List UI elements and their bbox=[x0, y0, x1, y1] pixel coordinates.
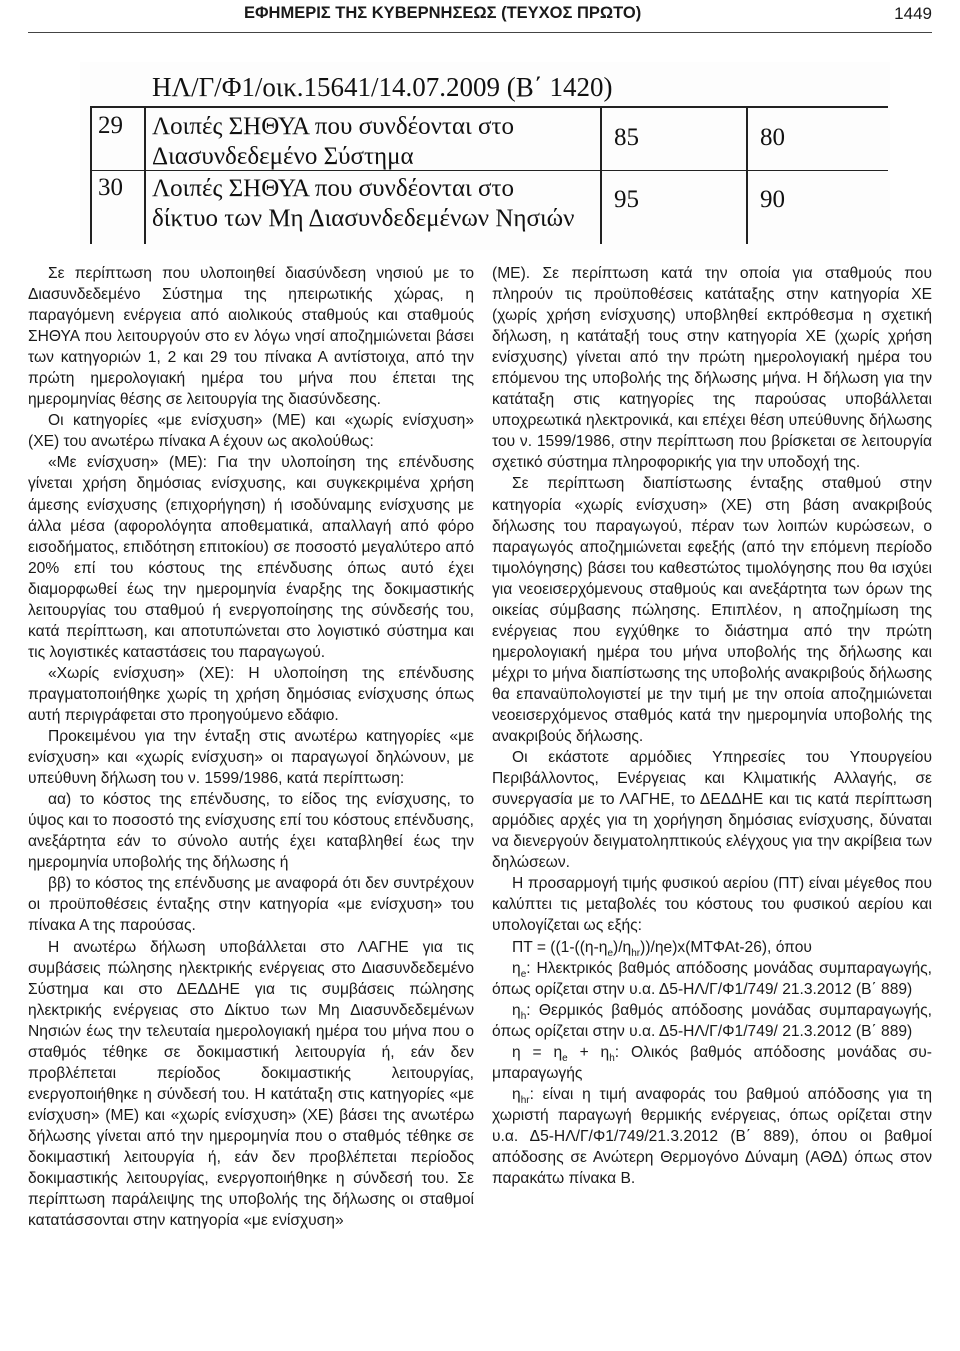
paragraph: Προκειμένου για την ένταξη στις ανωτέρω κατηγορίες «με ενίσχυση» και «χωρίς ενίσχυση» οι παραγωγοί δηλώνουν, με υπεύθυνη δήλωση του ν. 1599/1986, κατά περίπτωση: bbox=[28, 728, 474, 788]
symbol-subscript: h bbox=[520, 1010, 527, 1022]
row-label-line1: Λοιπές ΣΗΘΥΑ που συνδέονται στο bbox=[152, 113, 515, 140]
left-column bbox=[28, 263, 474, 1231]
paragraph: Η προσαρμογή τιμής φυσικού αερίου (ΠΤ) είναι μέγεθος που καλύπτει τις μεταβολές του κόστους του φυσικού αερίου και υπολογίζεται ως εξής: bbox=[492, 875, 932, 935]
formula bbox=[492, 937, 932, 958]
symbol-subscript: e bbox=[562, 1052, 568, 1064]
row-label-line2: δίκτυο των Μη Διασυνδεδεμένων Νησιών bbox=[152, 205, 575, 232]
formula-part: ΠΤ = ((1-((η-η bbox=[512, 938, 608, 956]
definition bbox=[492, 1084, 932, 1189]
row-number: 29 bbox=[98, 112, 123, 139]
symbol: η bbox=[512, 1085, 521, 1103]
symbol-subscript: e bbox=[520, 968, 527, 980]
symbol: η = η bbox=[512, 1043, 563, 1061]
definition-text: : είναι η τιμή αναφοράς του βαθμού απόδοσης για τη χωριστή παραγωγή θερμικής ενέργειας, όπως ορίζεται στην υ.α. Δ5-ΗΛ/Γ/Φ1/749/21.3.2012 (Β΄ 889), όπου οι βαθμοί απόδοσης σε Ανώτερη Θερμογόνο Δύναμη (ΑΘΔ) όπως στον παρακάτω πίνακα Β. bbox=[492, 1085, 932, 1188]
paragraph: Η ανωτέρω δήλωση υποβάλλεται στο ΛΑΓΗΕ για τις συμβάσεις πώλησης ηλεκτρικής ενέργειας στο Διασυνδεδεμένο Σύστημα και στο ΔΕΔΔΗΕ για τις συμβάσεις πώλησης ηλεκτρικής ενέργειας στο Δίκτυο των Μη Διασυνδεδεμένων Νησιών έως την τελευταία ημερολογιακή ημέρα του μήνα που ο σταθμός τέθηκε σε δοκιμαστική λειτουργία ή, εάν δεν προβλέπεται περίοδος δοκιμαστικής λειτουργίας, ενεργοποιήθηκε η σύνδεσή του. Η κατάταξη στις κατηγορίες «με ενίσχυση» (ΜΕ) και «χωρίς ενίσχυση» (ΧΕ) βάσει της ανωτέρω δήλωσης γίνεται από την ημερομηνία που ο σταθμός τέθηκε σε δοκιμαστική λειτουργία ή, εάν δεν προβλέπεται περίοδος δοκιμαστικής λειτουργίας, ενεργοποιήθηκε η σύνδεσή του. Σε περίπτωση παράλειψης της υποβολής της δήλωσης οι σταθμοί κατατάσσονται στην κατηγορία «με ενίσχυση» bbox=[28, 938, 474, 1230]
table-col-divider bbox=[746, 106, 748, 244]
table-heading: ΗΛ/Γ/Φ1/οικ.15641/14.07.2009 (Β΄ 1420) bbox=[152, 72, 613, 102]
paragraph: Σε περίπτωση που υλοποιηθεί διασύνδεση νησιού με το Διασυνδεδεμένο Σύστημα της ηπειρωτικής χώρας, η παραγόμενη ενέργεια από αιολικούς σταθμούς και σταθμούς ΣΗΘΥΑ που λειτουργούν στο εν λόγω νησί αποζημιώνεται βάσει των κατηγοριών 1, 2 και 29 του πίνακα Α αντίστοιχα, από την πρώτη ημερολογιακή ημέρα του μήνα που έπεται της ημερομηνίας θέσης σε λειτουργία της διασύνδεσης. bbox=[28, 265, 474, 409]
symbol: + η bbox=[567, 1043, 610, 1061]
symbol: η bbox=[512, 959, 521, 977]
definition-text: : Ηλεκτρικός βαθμός απόδοσης μονάδας συμπαραγωγής, όπως ορίζεται στην υ.α. Δ5-ΗΛ/Γ/Φ1/749/ 21.3.2012 (Β΄ 889) bbox=[492, 959, 932, 998]
symbol: η bbox=[512, 1001, 521, 1019]
table-col-divider bbox=[144, 106, 146, 244]
list-item: ββ) το κόστος της επένδυσης με αναφορά ότι δεν συντρέχουν οι προϋποθέσεις ένταξης στην κατηγορία «με ενίσχυση» του πίνακα Α της παρούσας. bbox=[28, 875, 474, 935]
row-value: 85 bbox=[614, 124, 639, 151]
paragraph: Σε περίπτωση διαπίστωσης ένταξης σταθμού στην κατηγορία «χωρίς ενίσχυση» (ΧΕ) στη βάση ανακριβούς δήλωσης του παραγωγού, πέραν των λοιπών κυρώσεων, ο παραγωγός αποζημιώνεται εφεξής (από την επόμενη περίοδο τιμολόγησης) βάσει του καθεστώτος τιμολόγησης που θα ισχύει για νεοεισερχόμενους σταθμούς και ανεξάρτητα των όρων της οικείας σύμβασης πώλησης. Επιπλέον, η αποζημίωση της ενέργειας που εγχύθηκε το διάστημα από την πρώτη ημερολογιακή ημέρα του μήνα υποβολής της δήλωσης και μέχρι το μήνα διαπίστωσης της υποβολής ανακριβούς δήλωσης θα επαναϋπολογιστεί με την τιμή με την οποία αποζημιώνεται νεοεισερχόμενος σταθμός κατά την ημερομηνία υποβολής της ανακριβούς δήλωσης. bbox=[492, 475, 932, 746]
definition-text: : Ολικός βαθμός απόδοσης μονάδας συμπαραγωγής bbox=[492, 1043, 932, 1082]
formula-subscript: hr bbox=[631, 947, 641, 959]
header-divider bbox=[28, 32, 932, 33]
symbol-subscript: h bbox=[609, 1052, 615, 1064]
table-border-left bbox=[90, 106, 92, 244]
row-label-line2: Διασυνδεδεμένο Σύστημα bbox=[152, 143, 414, 170]
definition bbox=[492, 1000, 932, 1042]
list-item: αα) το κόστος της επένδυσης, το είδος της ενίσχυσης, το ύψος και το ποσοστό της ενίσχυσης επί του κόστους επένδυσης, ανεξάρτητα εάν το σύνολο αυτής έχει καταβληθεί έως την ημερομηνία υποβολής της δήλωσης ή bbox=[28, 791, 474, 872]
paragraph: (ΜΕ). Σε περίπτωση κατά την οποία για σταθμούς που πληρούν τις προϋποθέσεις κατάταξης στην κατηγορία ΧΕ (χωρίς χρήση ενίσχυσης) υποβληθεί εκπρόθεσμα η σχετική δήλωση, η κατάταξή τους στην κατηγορία ΧΕ (χωρίς χρήση ενίσχυσης) γίνεται από την πρώτη ημερολογιακή ημέρα του επόμενου της υποβολής της δήλωσης μήνα. Η δήλωση για την κατάταξη στις κατηγορίες της παρούσας υποβάλλεται υποχρεωτικά ηλεκτρονικά, και επέχει θέση υπεύθυνης δήλωσης του ν. 1599/1986, στην περίπτωση που βρίσκεται σε λειτουργία σχετικό σύστημα πληροφορικής για την υποδοχή της. bbox=[492, 265, 932, 472]
row-value: 80 bbox=[760, 124, 785, 151]
scanned-table-excerpt bbox=[80, 62, 890, 250]
formula-subscript: e bbox=[607, 947, 614, 959]
page-number: 1449 bbox=[894, 4, 932, 23]
definition bbox=[492, 958, 932, 1000]
row-value: 95 bbox=[614, 186, 639, 213]
definition-text: : Θερμικός βαθμός απόδοσης μονάδας συμπαραγωγής, όπως ορίζεται στην υ.α. Δ5-ΗΛ/Γ/Φ1/749/ 21.3.2012 (Β΄ 889) bbox=[492, 1001, 932, 1040]
formula-part: )/η bbox=[613, 938, 632, 956]
paragraph: Οι εκάστοτε αρμόδιες Υπηρεσίες του Υπουργείου Περιβάλλοντος, Ενέργειας και Κλιματικής Αλλαγής, σε συνεργασία με το ΛΑΓΗΕ, το ΔΕΔΔΗΕ και τις κατά περίπτωση αρμόδιες αρχές για τη χορήγηση δημόσιας ενίσχυσης, δύναται να διενεργούν δειγματοληπτικούς ελέγχους για την ακρίβεια των δηλώσεων. bbox=[492, 749, 932, 872]
paragraph: Οι κατηγορίες «με ενίσχυση» (ΜΕ) και «χωρίς ενίσχυση» (ΧΕ) του ανωτέρω πίνακα Α έχουν ως ακολούθως: bbox=[28, 412, 474, 451]
paragraph: «Χωρίς ενίσχυση» (ΧΕ): Η υλοποίηση της επένδυσης πραγματοποιήθηκε χωρίς τη χρήση δημόσιας ενίσχυσης όπως αυτή περιγράφεται στο προηγούμενο εδάφιο. bbox=[28, 664, 474, 724]
right-column bbox=[492, 263, 932, 1189]
gazette-title: ΕΦΗΜΕΡΙΣ ΤΗΣ ΚΥΒΕΡΝΗΣΕΩΣ (ΤΕΥΧΟΣ ΠΡΩΤΟ) bbox=[244, 4, 642, 22]
row-number: 30 bbox=[98, 174, 123, 201]
definition bbox=[492, 1042, 932, 1084]
paragraph: «Με ενίσχυση» (ΜΕ): Για την υλοποίηση της επένδυσης γίνεται χρήση δημόσιας ενίσχυσης, και συγκεκριμένα χρήση άμεσης ενίσχυσης (επιχορήγηση) ή ισοδύναμης ενίσχυσης με άλλα μέσα (αφορολόγητα αποθεματικά, απαλλαγή από φόρο εισοδήματος, επιδότηση επιτοκίου) σε ποσοστό μεγαλύτερο από 20% επί του κόστους της επένδυσης όπως αυτό έχει διαμορφωθεί έως την ημερομηνία έναρξης της δοκιμαστικής λειτουργίας του σταθμού ή ενεργοποίησης της σύνδεσής του, κατά περίπτωση, και αποτυπώνεται στο λογιστικό σύστημα και τις λογιστικές καταστάσεις του παραγωγού. bbox=[28, 454, 474, 661]
symbol-subscript: hr bbox=[520, 1094, 530, 1106]
table-top-rule bbox=[90, 106, 888, 108]
table-col-divider bbox=[600, 106, 602, 244]
row-label-line1: Λοιπές ΣΗΘΥΑ που συνδέονται στο bbox=[152, 175, 515, 202]
formula-part: ))/ηe)x(ΜΤΦΑt-26), όπου bbox=[640, 938, 812, 956]
row-value: 90 bbox=[760, 186, 785, 213]
page-header bbox=[28, 4, 932, 28]
